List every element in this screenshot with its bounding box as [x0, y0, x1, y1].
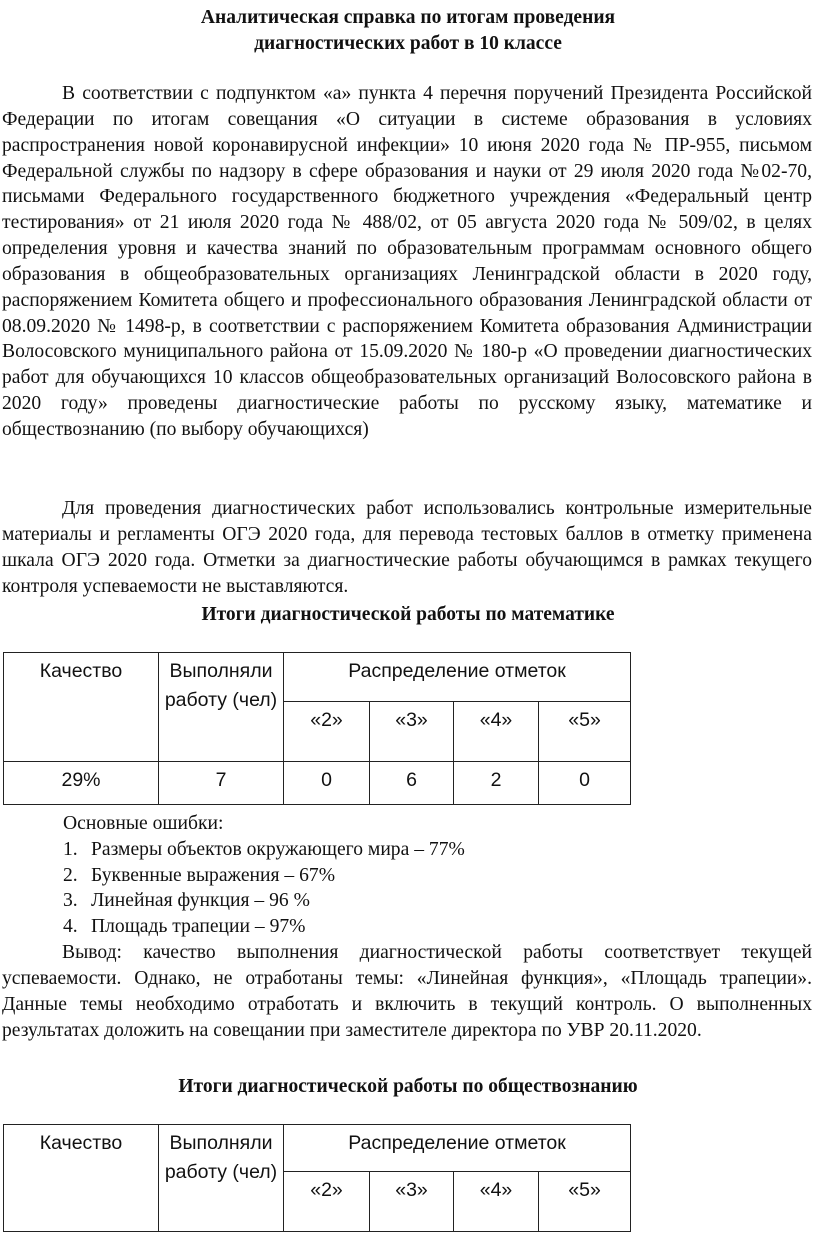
header-distribution: Распределение отметок [284, 653, 631, 702]
header-completed: Выполняли работу (чел) [159, 653, 284, 762]
social-section-title: Итоги диагностической работы по обществознанию [178, 1076, 638, 1097]
list-item-text: Буквенные выражения – 67% [91, 864, 336, 886]
header-quality: Качество [4, 1125, 159, 1232]
conclusion-paragraph: Вывод: качество выполнения диагностической работы соответствует текущей успеваемости. Однако, не отработаны темы: «Линейная функция», «Площадь трапеции». Данные темы необходимо отработать и включить в текущий контроль. О выполненных результатах доложить на совещании при заместителе директора по УВР 20.11.2020. [2, 942, 812, 1041]
math-results-table [3, 652, 631, 805]
list-item [63, 863, 763, 889]
table-row [4, 762, 631, 805]
header-grade-5: «5» [539, 1172, 631, 1232]
cell-grade-3: 6 [370, 762, 454, 805]
errors-list [63, 837, 763, 939]
intro-paragraph: В соответствии с подпунктом «а» пункта 4 перечня поручений Президента Российской Федерации по итогам совещания «О ситуации в системе образования в условиях распространения новой коронавирусной инфекции» 10 июня 2020 года № ПР-955, письмом Федеральной службы по надзору в сфере образования и науки от 29 июля 2020 года №02-70, письмами Федерального государственного бюджетного учреждения «Федеральный центр тестирования» от 21 июля 2020 года № 488/02, от 05 августа 2020 года № 509/02, в целях определения уровня и качества знаний по образовательным программам основного общего образования в общеобразовательных организациях Ленинградской области в 2020 году, распоряжением Комитета общего и профессионального образования Ленинградской области от 08.09.2020 № 1498-р, в соответствии с распоряжением Комитета образования Администрации Волосовского муниципального района от 15.09.2020 № 180-р «О проведении диагностических работ для обучающихся 10 классов общеобразовательных организаций Волосовского района в 2020 году» проведены диагностические работы по русскому языку, математике и обществознанию (по выбору обучающихся) [2, 83, 812, 440]
social-results-table [3, 1124, 631, 1232]
list-item-number: 3. [63, 890, 78, 911]
list-item-text: Площадь трапеции – 97% [91, 915, 306, 937]
header-grade-2: «2» [284, 702, 370, 762]
cell-grade-5: 0 [539, 762, 631, 805]
math-section-title: Итоги диагностической работы по математике [201, 604, 615, 625]
list-item [63, 837, 763, 863]
list-item [63, 914, 763, 940]
list-item-text: Линейная функция – 96 % [91, 890, 310, 911]
title-line-2: диагностических работ в 10 классе [254, 33, 562, 54]
list-item-number: 1. [63, 839, 78, 860]
title-line-1: Аналитическая справка по итогам проведения [200, 7, 616, 28]
header-completed: Выполняли работу (чел) [159, 1125, 284, 1232]
header-grade-2: «2» [284, 1172, 370, 1232]
cell-grade-4: 2 [454, 762, 539, 805]
header-quality: Качество [4, 653, 159, 762]
errors-heading: Основные ошибки: [63, 813, 224, 834]
document-title [0, 0, 816, 56]
header-distribution: Распределение отметок [284, 1125, 631, 1172]
header-grade-4: «4» [454, 702, 539, 762]
list-item-number: 4. [63, 915, 78, 937]
list-item-text: Размеры объектов окружающего мира – 77% [91, 839, 465, 860]
header-grade-3: «3» [370, 702, 454, 762]
header-grade-3: «3» [370, 1172, 454, 1232]
list-item-number: 2. [63, 864, 78, 886]
cell-grade-2: 0 [284, 762, 370, 805]
header-grade-5: «5» [539, 702, 631, 762]
header-grade-4: «4» [454, 1172, 539, 1232]
cell-completed: 7 [159, 762, 284, 805]
cell-quality: 29% [4, 762, 159, 805]
methods-paragraph: Для проведения диагностических работ использовались контрольные измерительные материалы и регламенты ОГЭ 2020 года, для перевода тестовых баллов в отметку применена шкала ОГЭ 2020 года. Отметки за диагностические работы обучающимся в рамках текущего контроля успеваемости не выставляются. [2, 498, 812, 597]
list-item [63, 888, 763, 914]
